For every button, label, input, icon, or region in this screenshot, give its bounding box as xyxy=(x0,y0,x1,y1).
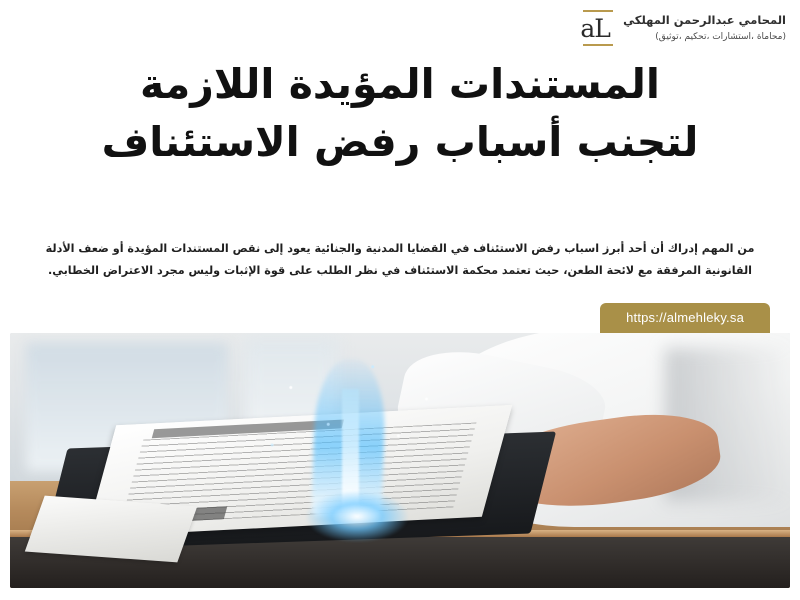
signature-glow xyxy=(306,491,407,542)
page-title xyxy=(0,55,800,171)
description-paragraph: من المهم إدراك أن أحد أبرز اسباب رفض الاستئناف في القضايا المدنية والجنائية يعود إلى نقص المستندات المؤيدة أو ضعف الأدلة القانونية المرفقة مع لائحة الطعن، حيث تعتمد محكمة الاستئناف في نظر الطلب على قوة الإثبات وليس مجرد الاعتراض الخطابي. xyxy=(45,242,755,277)
sparkle-particles xyxy=(244,353,478,468)
website-url-badge[interactable]: https://almehleky.sa xyxy=(600,303,770,333)
brand-name: المحامي عبدالرحمن المهلكي xyxy=(623,13,786,28)
logo-monogram: aL xyxy=(580,13,610,43)
brand-header xyxy=(577,8,786,48)
brand-subtitle: (محاماة ،استشارات ،تحكيم ،توثيق) xyxy=(655,31,786,42)
brand-logo-icon xyxy=(577,8,613,48)
hero-image xyxy=(10,333,790,588)
title-line-1: المستندات المؤيدة اللازمة xyxy=(140,60,660,108)
document-loose-page xyxy=(25,496,197,563)
logo-bottom-rule xyxy=(583,44,613,46)
brand-text-block xyxy=(623,13,786,43)
title-line-2: لتجنب أسباب رفض الاستئناف xyxy=(101,118,699,167)
hero-scene xyxy=(10,333,790,588)
